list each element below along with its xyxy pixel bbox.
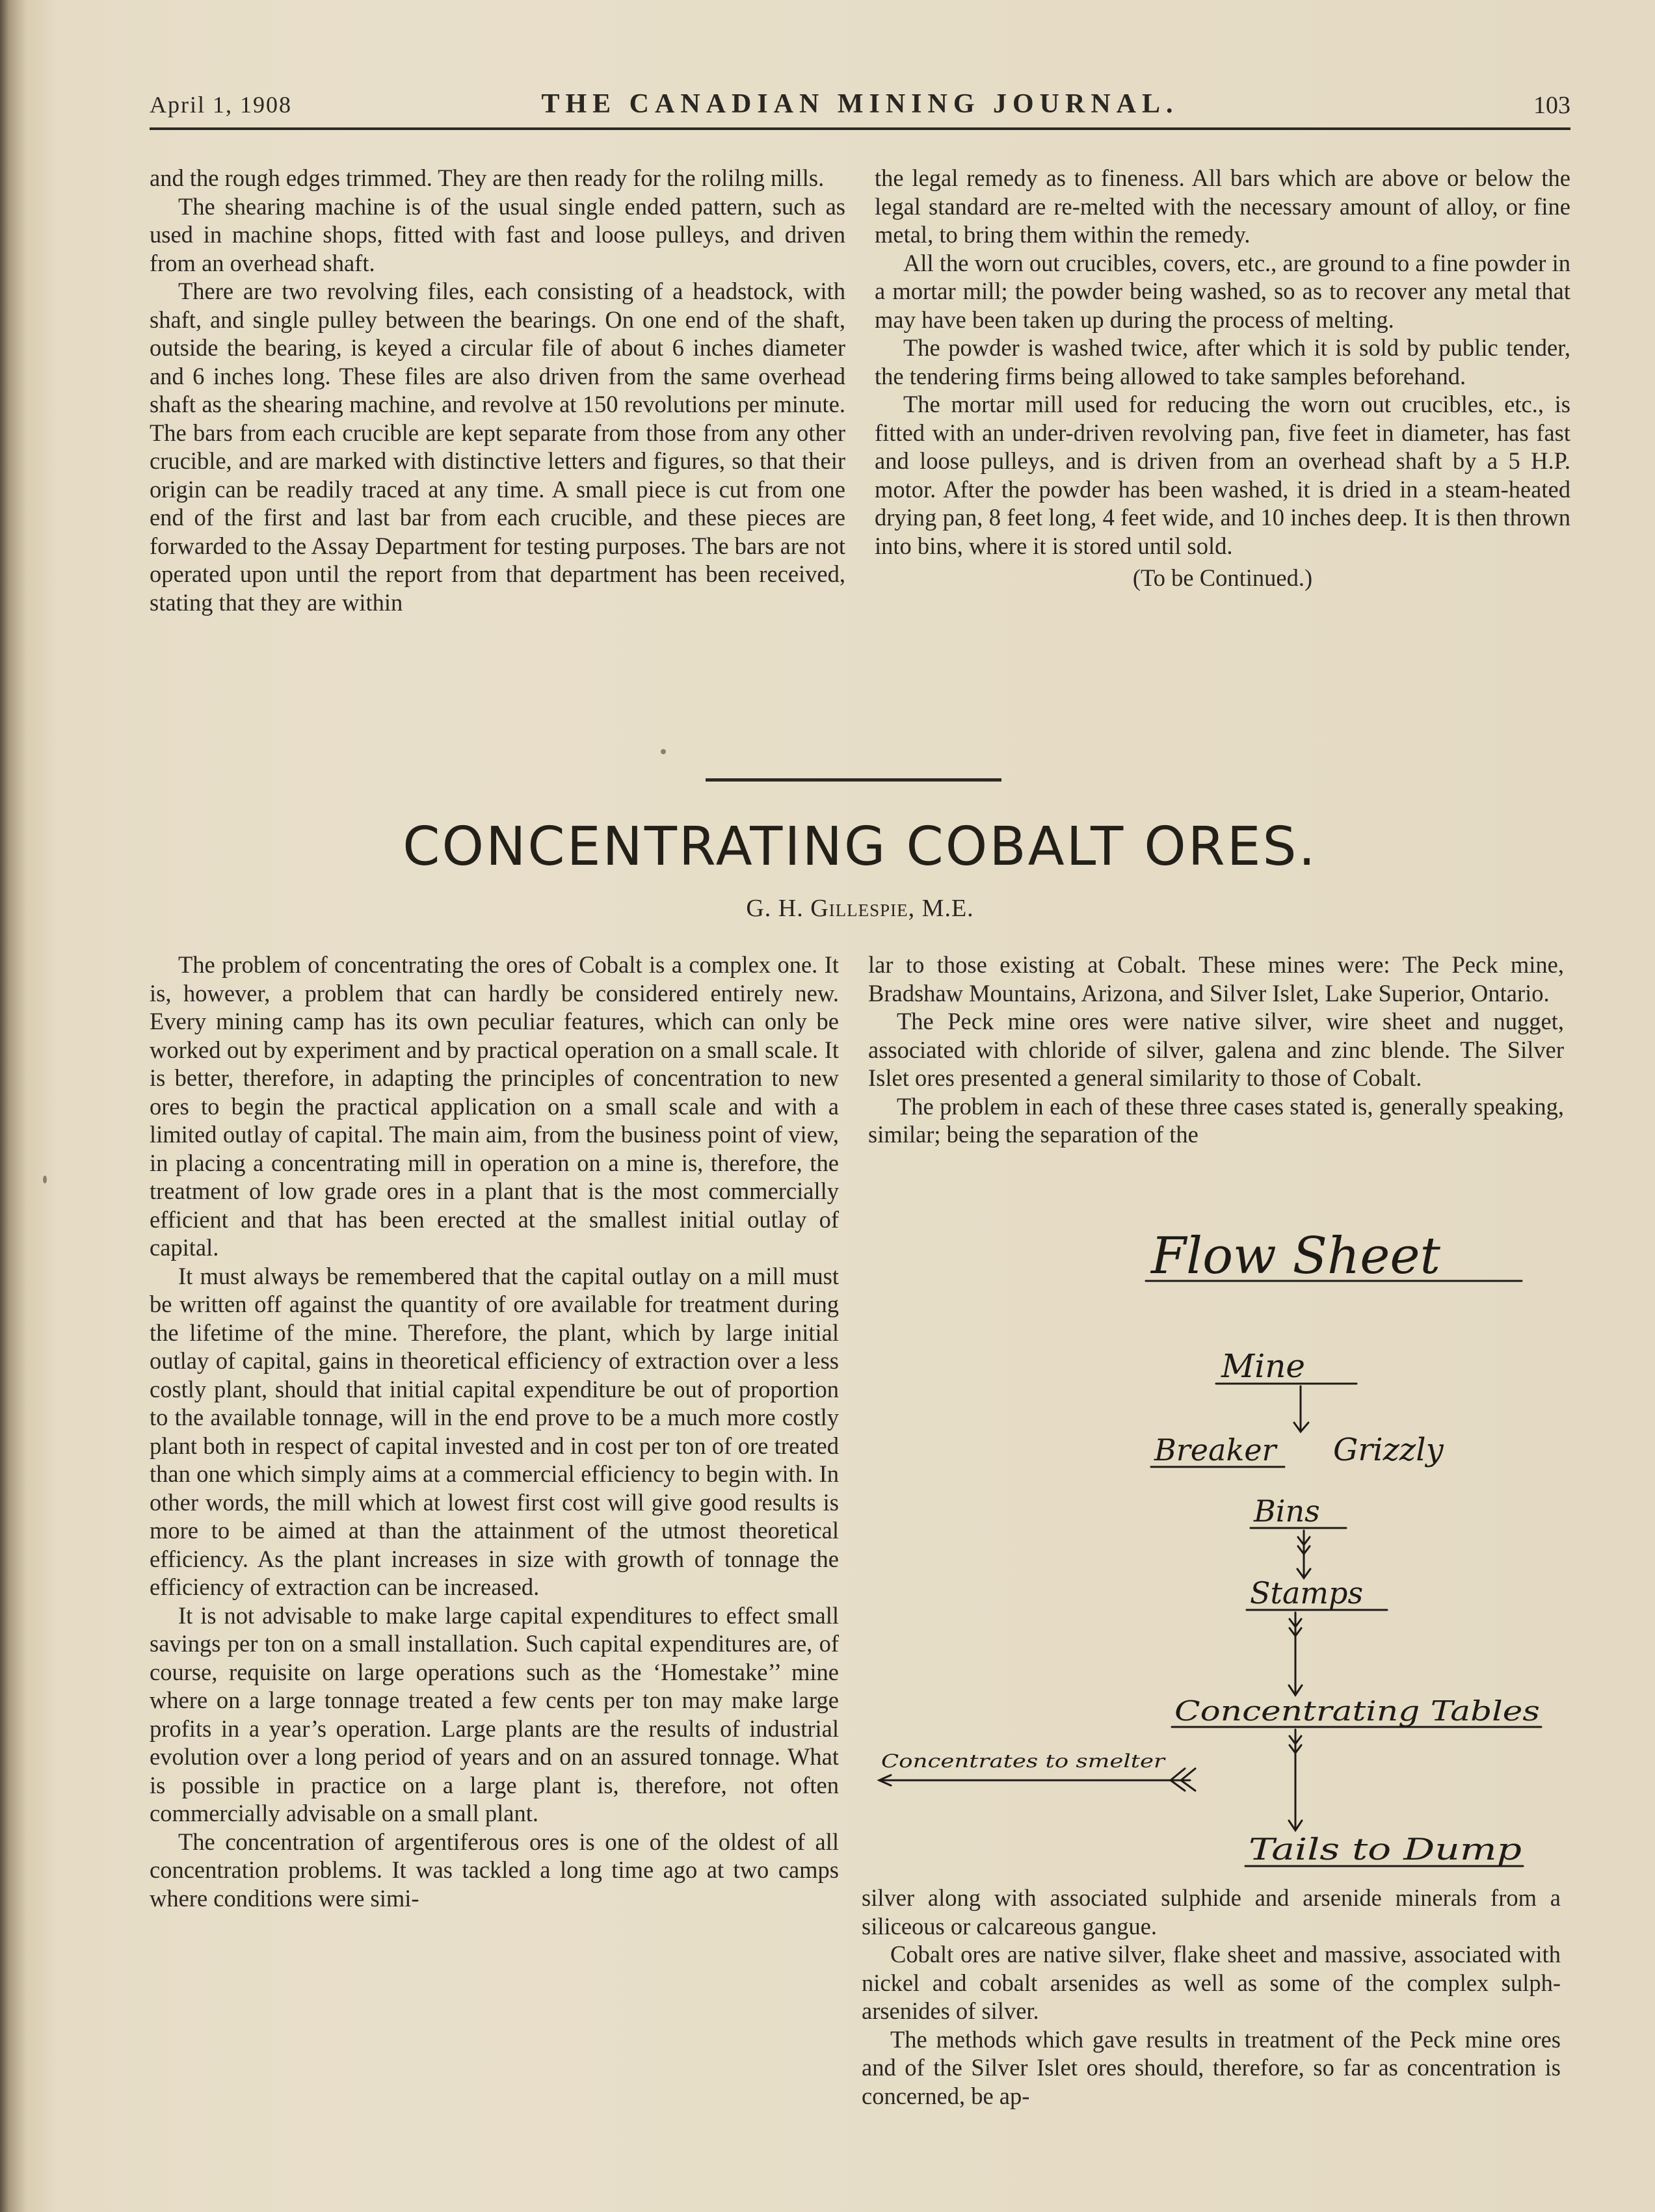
page-header	[150, 91, 1570, 130]
flow-node-bins: Bins	[1254, 1494, 1320, 1529]
flow-sheet-title: Flow Sheet	[1151, 1227, 1440, 1285]
flow-node-tails: Tails to Dump	[1249, 1832, 1522, 1867]
article-title: CONCENTRATING COBALT ORES.	[403, 816, 1317, 878]
paragraph: The methods which gave results in treatment of the Peck mine ores and of the Silver Islet ores should, therefore, so far as concentration is concerned, be ap-	[862, 2025, 1561, 2109]
issue-date: April 1, 1908	[150, 92, 292, 118]
section-divider	[706, 778, 1001, 782]
paragraph: There are two revolving files, each consisting of a headstock, with shaft, and single pulley between the bearings. On one end of the shaft, outside the bearing, is keyed a circular file of about 6 inches diameter and 6 inches long. These files are also driven from the same overhead shaft as the shearing machine, and revolve at 150 revolutions per minute. The bars from each crucible are kept separate from those from any other crucible, and are marked with distinctive letters and figures, so that their origin can be readily traced at any time. A small piece is cut from one end of the first and last bar from each crucible, and these pieces are forwarded to the Assay Department for testing purposes. The bars are not operated upon until the report from that department has been received, stating that they are within	[150, 278, 845, 616]
paragraph: silver along with associated sulphide and arsenide minerals from a siliceous or calcareous gangue.	[862, 1884, 1561, 1940]
article-author: G. H. Gillespie, M.E.	[746, 895, 974, 922]
flow-node-mine: Mine	[1221, 1347, 1305, 1385]
journal-title: THE CANADIAN MINING JOURNAL.	[541, 89, 1179, 119]
article-right-column-bottom	[862, 1884, 1561, 2110]
paragraph: The problem of concentrating the ores of Cobalt is a complex one. It is, however, a problem that can hardly be considered entirely new. Every mining camp has its own peculiar features, which can only be worked out by experiment and by practical operation on a small scale. It is better, therefore, in adapting the principles of concentration to new ores to begin the practical application on a small scale and with a limited outlay of capital. The main aim, from the business point of view, in placing a concentrating mill in operation on a mine is, therefore, the treatment of low grade ores in a plant that is the most commercially efficient and that has been erected at the smallest initial outlay of capital.	[150, 951, 839, 1261]
paragraph: The mortar mill used for reducing the worn out crucibles, etc., is fitted with an under-driven revolving pan, five feet in diameter, has fast and loose pulleys, and is driven from an overhead shaft by a 5 H.P. motor. After the powder has been washed, it is dried in a steam-heated drying pan, 8 feet long, 4 feet wide, and 10 inches deep. It is then thrown into bins, where it is stored until sold.	[875, 391, 1570, 559]
article-right-column-top	[868, 951, 1564, 1149]
paragraph: The powder is washed twice, after which it is sold by public tender, the tendering firms being allowed to take samples beforehand.	[875, 334, 1570, 389]
paragraph: The problem in each of these three cases stated is, generally speaking, similar; being the separation of the	[868, 1092, 1564, 1148]
article-left-column	[150, 951, 839, 1912]
flow-node-grizzly: Grizzly	[1333, 1432, 1444, 1468]
to-be-continued: (To be Continued.)	[1132, 564, 1313, 591]
paragraph: the legal remedy as to fineness. All bars which are above or below the legal standard are re-melted with the necessary amount of alloy, or fine metal, to bring them within the remedy.	[875, 165, 1570, 248]
print-speck	[661, 749, 666, 754]
paragraph: It is not advisable to make large capital expenditures to effect small savings per ton on a small installation. Such capital expenditures are, of course, requisite on large operations such as the ‘Homestake’’ mine where on a large tonnage treated a few cents per ton may make large profits in a year’s operation. Large plants are the results of industrial evolution over a long period of years and on an assured tonnage. What is possible in practice on a large plant is, therefore, not often commercially advisable on a small plant.	[150, 1601, 839, 1826]
top-left-column	[150, 164, 845, 616]
flow-label-concentrates: Concentrates to smelter	[881, 1750, 1167, 1772]
flow-sheet-diagram	[865, 1216, 1567, 1873]
flow-node-concentrating-tables: Concentrating Tables	[1174, 1695, 1540, 1727]
paragraph: It must always be remembered that the capital outlay on a mill must be written off against the quantity of ore available for treatment during the lifetime of the mine. Therefore, the plant, which by large initial outlay of capital, gains in theoretical efficiency of extraction over a less costly plant, should that initial capital expenditure be out of proportion to the available tonnage, will in the end prove to be a much more costly plant both in respect of capital invested and in cost per ton of ore treated than one which simply aims at a commercial efficiency to begin with. In other words, the mill which at lowest first cost will give good results is more to be aimed at than the attainment of the utmost theoretical efficiency. As the plant increases in size with growth of tonnage the efficiency of extraction can be increased.	[150, 1262, 839, 1600]
paragraph: lar to those existing at Cobalt. These mines were: The Peck mine, Bradshaw Mountains, Arizona, and Silver Islet, Lake Superior, Ontario.	[868, 951, 1564, 1007]
paragraph: The Peck mine ores were native silver, wire sheet and nugget, associated with chloride of silver, galena and zinc blende. The Silver Islet ores presented a general similarity to those of Cobalt.	[868, 1008, 1564, 1091]
paragraph: The concentration of argentiferous ores is one of the oldest of all concentration problems. It was tackled a long time ago at two camps where conditions were simi-	[150, 1828, 839, 1912]
paragraph: The shearing machine is of the usual single ended pattern, such as used in machine shops, fitted with fast and loose pulleys, and driven from an overhead shaft.	[150, 192, 845, 276]
print-speck	[43, 1176, 47, 1183]
paragraph: All the worn out crucibles, covers, etc., are ground to a fine powder in a mortar mill; the powder being washed, so as to recover any metal that may have been taken up during the process of melting.	[875, 249, 1570, 333]
paragraph: Cobalt ores are native silver, flake sheet and massive, associated with nickel and cobalt arsenides as well as some of the complex sulph-arsenides of silver.	[862, 1941, 1561, 2024]
top-right-column	[875, 164, 1570, 592]
paragraph: and the rough edges trimmed. They are then ready for the rolilng mills.	[150, 165, 825, 191]
flow-node-breaker: Breaker	[1154, 1432, 1277, 1468]
flow-node-stamps: Stamps	[1250, 1575, 1364, 1611]
page-number: 103	[1533, 92, 1570, 119]
